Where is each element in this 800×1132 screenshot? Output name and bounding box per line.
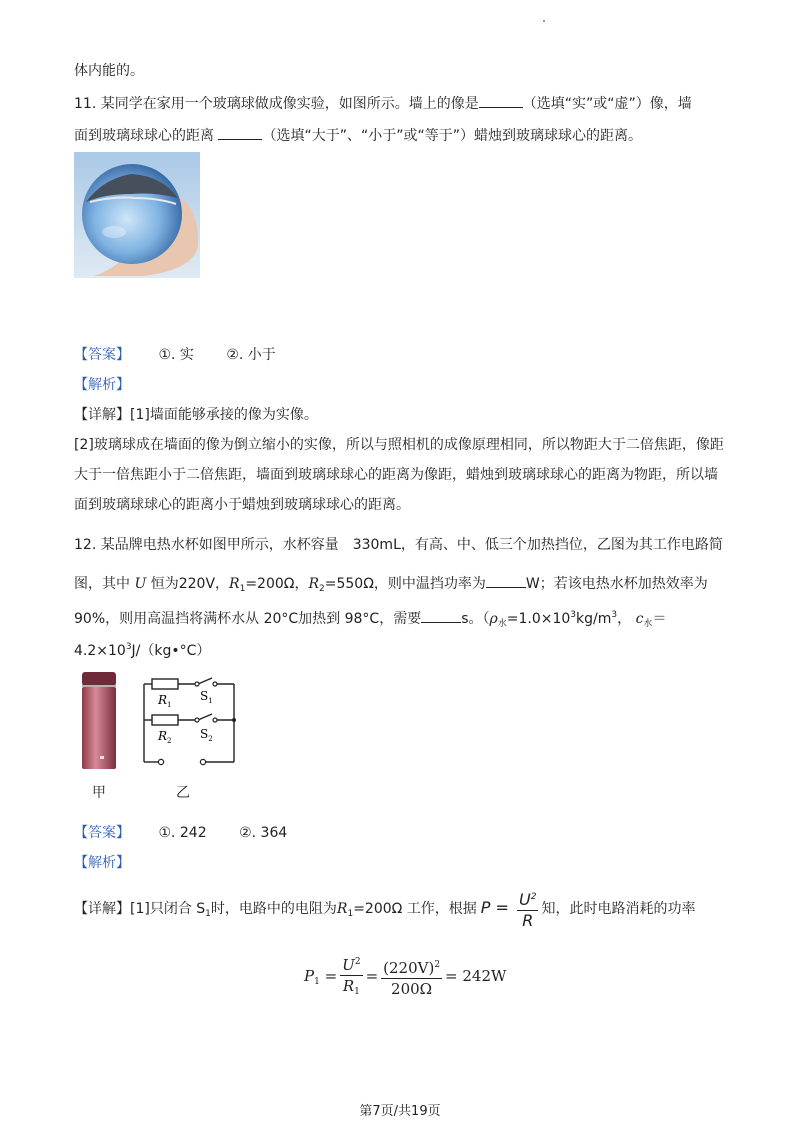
power-calculation: $P_1$ = $\frac{U^2}{R_1}$ = $\frac{(220V)^2}{200\Omega}$ = 242W xyxy=(304,952,506,1002)
q11-detail-2b: 大于一倍焦距小于二倍焦距，墙面到玻璃球球心的距离为像距，蜡烛到玻璃球球心的距离为物距，所以墙 xyxy=(74,467,718,483)
circuit-diagram xyxy=(140,676,238,772)
caption-jia: 甲 xyxy=(92,785,106,801)
q11-analysis-label: 【解析】 xyxy=(74,377,130,393)
q12-answer: 【答案】 ①. 242 ②. 364 xyxy=(74,825,288,841)
s2-label: $S_2$ xyxy=(200,727,213,743)
q12-line4: $4.2\times 10^3J/(kg•^\circ C)$ xyxy=(74,642,211,659)
s1-label: $S_1$ xyxy=(200,689,213,705)
q10-tail: 体内能的。 xyxy=(74,63,144,79)
q11-detail-1: 【详解】[1]墙面能够承接的像为实像。 xyxy=(74,407,318,423)
q12-analysis-label: 【解析】 xyxy=(74,855,130,871)
answer-blank-2[interactable] xyxy=(218,126,262,140)
crystal-ball-photo xyxy=(74,152,200,278)
q11-line2: 面到玻璃球球心的距离 （选填“大于”、“小于”或“等于”）蜡烛到玻璃球球心的距离。 xyxy=(74,128,642,144)
answer-blank-1[interactable] xyxy=(479,94,523,108)
q11-line1: 11. 某同学在家用一个玻璃球做成像实验，如图所示。墙上的像是 （选填“实”或“虚”）像，墙 xyxy=(74,96,692,112)
power-formula-inline: P = $\frac{U^2}{R}$ xyxy=(481,898,542,917)
q12-line1: 12. 某品牌电热水杯如图甲所示，水杯容量 330mL，有高、中、低三个加热挡位，乙图为其工作电路简 xyxy=(74,537,723,553)
caption-yi: 乙 xyxy=(176,785,190,801)
page-footer: 第7页/共19页 xyxy=(359,1104,441,1119)
scan-dot xyxy=(543,20,545,22)
q12-line2: 图，其中 U 恒为220V，$R_1=200\Omega$，$R_2=550\Omega$，则中温挡功率为 W；若该电热水杯加热效率为 xyxy=(74,576,708,594)
q12-detail: 【详解】[1]只闭合 $S_1$时，电路中的电阻为$R_1=200\Omega$ 工作，根据 P = $\frac{U^2}{R}$ 知，此时电路消耗的功率 xyxy=(74,886,695,936)
q12-line3: 90%，则用高温挡将满杯水从 20°C加热到 98°C，需要 s。（$\rho_水=1.0\times 10^3kg/m^3$， $c_水=$ xyxy=(74,610,667,629)
q11-detail-2a: [2]玻璃球成在墙面的像为倒立缩小的实像，所以与照相机的成像原理相同，所以物距大于二倍焦距，像距 xyxy=(74,437,724,453)
q11-detail-2c: 面到玻璃球球心的距离小于蜡烛到玻璃球球心的距离。 xyxy=(74,497,410,513)
answer-blank-3[interactable] xyxy=(486,574,526,588)
q11-answer: 【答案】 ①. 实 ②. 小于 xyxy=(74,347,276,363)
answer-blank-4[interactable] xyxy=(421,609,461,623)
kettle-cup-image xyxy=(78,670,120,772)
r1-label: $R_1$ xyxy=(158,693,172,709)
r2-label: $R_2$ xyxy=(158,729,172,745)
